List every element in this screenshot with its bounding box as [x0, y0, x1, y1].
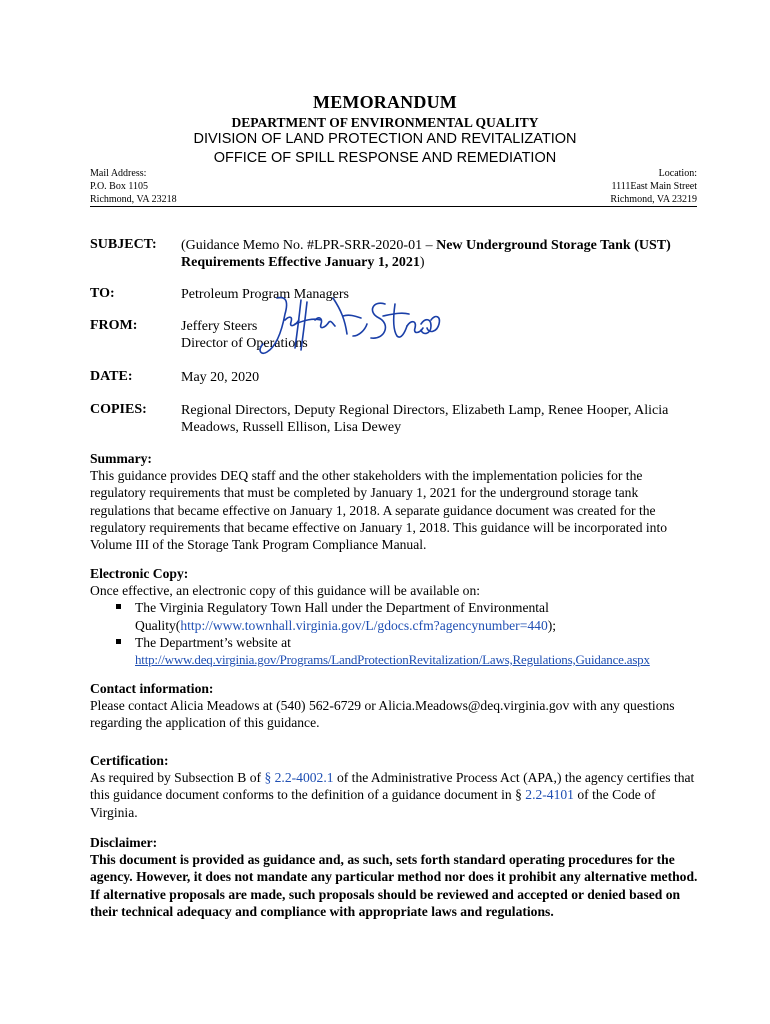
summary-section — [90, 450, 700, 553]
contact-text: Please contact Alicia Meadows at (540) 562-6729 or Alicia.Meadows@deq.virginia.gov with any questions regarding the application of this guidance. — [90, 698, 675, 731]
division-name: DIVISION OF LAND PROTECTION AND REVITALIZATION — [193, 131, 577, 147]
from-name: Jeffery Steers — [181, 319, 258, 334]
summary-heading: Summary: — [90, 451, 152, 466]
certification-section — [90, 752, 700, 821]
electronic-copy-section — [90, 565, 700, 668]
location-address — [610, 167, 697, 206]
bullet2-text: The Department’s website at — [135, 634, 291, 650]
subject-bold: New Underground Storage Tank (UST) Requirements Effective January 1, 2021 — [181, 238, 671, 270]
copies-label: COPIES: — [90, 402, 147, 417]
date-value: May 20, 2020 — [181, 370, 260, 385]
apa-section-link[interactable]: § 2.2-4002.1 — [264, 770, 334, 786]
signature-image — [255, 290, 445, 360]
mail-address — [90, 167, 177, 206]
from-title: Director of Operations — [181, 336, 308, 351]
subject-open: (Guidance Memo No. #LPR-SRR-2020-01 – — [181, 238, 437, 253]
contact-heading: Contact information: — [90, 681, 214, 696]
code-section-link[interactable]: 2.2-4101 — [525, 787, 574, 803]
memo-title: MEMORANDUM — [313, 92, 457, 112]
certification-part2: of the Administrative Process Act (APA,) the agency certifies that this guidance document conforms to the definition of a guidance document in § — [90, 770, 695, 803]
list-item — [90, 634, 700, 668]
subject-close: ) — [419, 255, 425, 270]
townhall-link[interactable]: http://www.townhall.virginia.gov/L/gdocs.cfm?agencynumber=440 — [180, 617, 548, 633]
bullet1-end: ); — [547, 617, 557, 633]
subject-label: SUBJECT: — [90, 237, 157, 252]
date-label: DATE: — [90, 369, 133, 384]
copies-value: Regional Directors, Deputy Regional Directors, Elizabeth Lamp, Renee Hooper, Alicia Meadows, Russell Ellison, Lisa Dewey — [181, 403, 669, 435]
electronic-copy-list — [90, 599, 700, 668]
header-divider — [90, 206, 697, 207]
subject-value — [181, 237, 701, 271]
from-label: FROM: — [90, 318, 138, 333]
bullet-square-icon — [116, 639, 121, 644]
location-line1: 1111East Main Street — [611, 181, 697, 192]
mail-address-label: Mail Address: — [90, 168, 147, 179]
disclaimer-text: This document is provided as guidance and, as such, sets forth standard operating procedures for the agency. However, it does not mandate any particular method nor does it prohibit any alternative method. If alternative proposals are made, such proposals should be reviewed and accepted or denied based on their technical adequacy and compliance with appropriate laws and regulations. — [90, 852, 698, 919]
mail-address-line1: P.O. Box 1105 — [90, 181, 148, 192]
bullet1-text: The Virginia Regulatory Town Hall under the Department of Environmental Quality( — [135, 600, 549, 633]
office-name: OFFICE OF SPILL RESPONSE AND REMEDIATION — [213, 150, 557, 166]
location-line2: Richmond, VA 23219 — [610, 194, 697, 205]
deq-website-link[interactable]: http://www.deq.virginia.gov/Programs/LandProtectionRevitalization/Laws,Regulations,Guidance.aspx — [135, 652, 650, 668]
contact-section — [90, 680, 700, 732]
certification-part3: of the Code of Virginia. — [90, 787, 656, 820]
electronic-copy-heading: Electronic Copy: — [90, 566, 189, 581]
list-item — [90, 599, 700, 633]
to-value: Petroleum Program Managers — [181, 287, 349, 302]
mail-address-line2: Richmond, VA 23218 — [90, 194, 177, 205]
to-label: TO: — [90, 286, 115, 301]
location-label: Location: — [658, 168, 697, 179]
department-name: DEPARTMENT OF ENVIRONMENTAL QUALITY — [231, 115, 539, 130]
summary-text: This guidance provides DEQ staff and the other stakeholders with the implementation policies for the regulatory requirements that must be completed by January 1, 2021 for the underground storage tank regulations that became effective on January 1, 2018. A separate guidance document was created for the regulatory requirements that became effective on January 1, 2018. This guidance will be incorporated into Volume III of the Storage Tank Program Compliance Manual. — [90, 468, 668, 553]
disclaimer-section — [90, 834, 700, 920]
electronic-copy-intro: Once effective, an electronic copy of this guidance will be available on: — [90, 583, 481, 599]
disclaimer-heading: Disclaimer: — [90, 835, 158, 850]
certification-part1: As required by Subsection B of — [90, 770, 265, 786]
bullet-square-icon — [116, 604, 121, 609]
certification-heading: Certification: — [90, 753, 169, 768]
